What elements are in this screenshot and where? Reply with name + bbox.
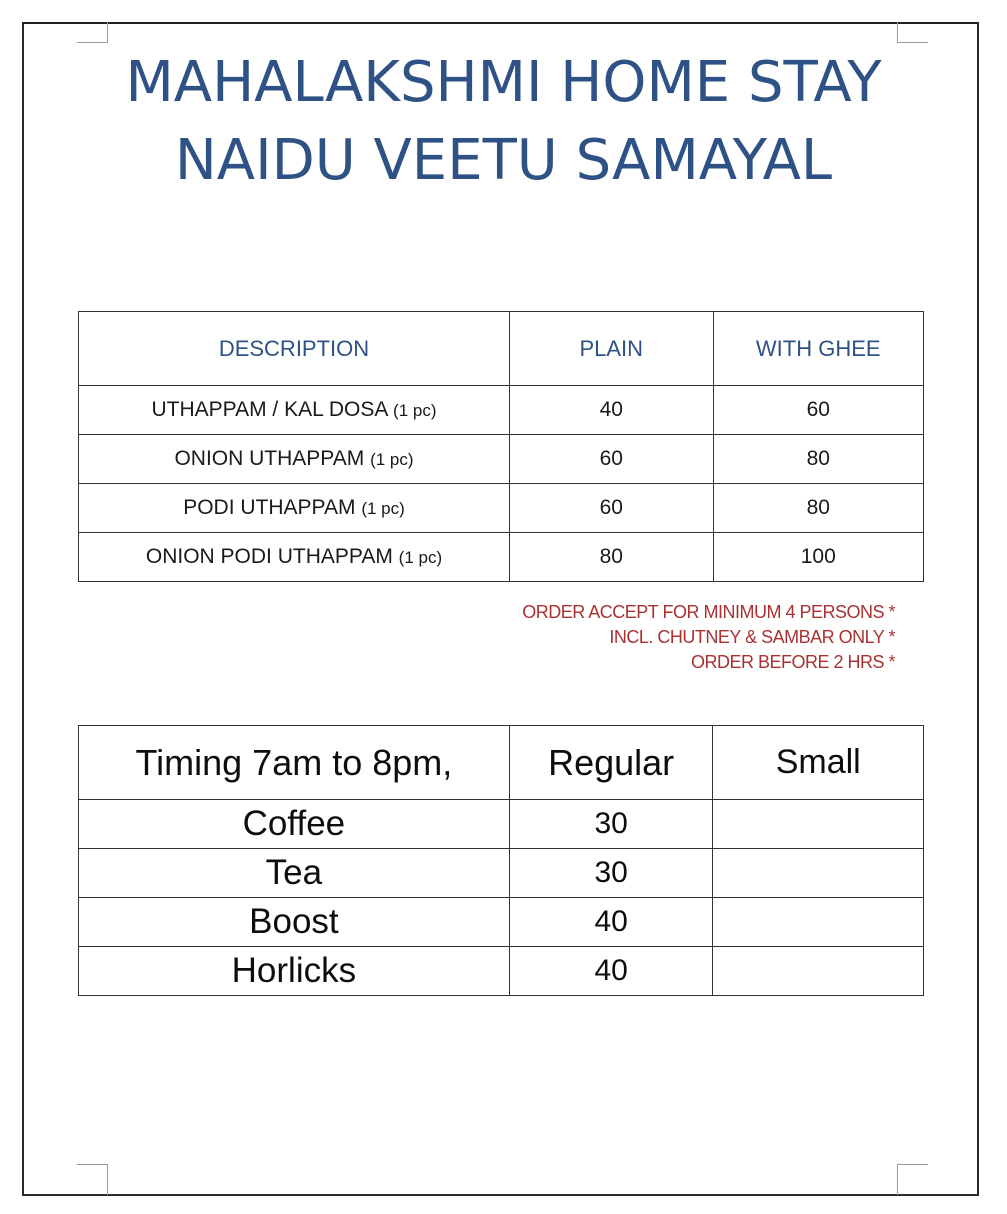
- table-row: [79, 484, 924, 533]
- table-row: [79, 435, 924, 484]
- plain-price: 60: [510, 435, 714, 484]
- small-price: [713, 947, 924, 996]
- title-line-1: MAHALAKSHMI HOME STAY: [125, 50, 882, 115]
- item-name: PODI UTHAPPAM: [183, 496, 356, 519]
- plain-price: 80: [510, 533, 714, 582]
- column-header-with-ghee: WITH GHEE: [713, 312, 924, 386]
- order-notes: [522, 600, 895, 675]
- column-header-regular: Regular: [509, 726, 713, 800]
- table-row: [79, 849, 924, 898]
- item-cell: [79, 435, 510, 484]
- column-header-plain: PLAIN: [510, 312, 714, 386]
- column-header-timing: Timing 7am to 8pm,: [79, 726, 510, 800]
- ghee-price: 80: [713, 484, 924, 533]
- title-line-2: NAIDU VEETU SAMAYAL: [174, 128, 833, 193]
- column-header-small: Small: [713, 726, 924, 800]
- crop-mark-bottom-right: [897, 1164, 928, 1195]
- beverage-name: Coffee: [79, 800, 510, 849]
- plain-price: 40: [510, 386, 714, 435]
- beverage-name: Tea: [79, 849, 510, 898]
- beverage-name: Horlicks: [79, 947, 510, 996]
- regular-price: 30: [509, 849, 713, 898]
- item-qty: (1 pc): [398, 548, 443, 567]
- beverage-price-table: [78, 725, 924, 996]
- crop-mark-top-left: [77, 22, 108, 43]
- column-header-description: DESCRIPTION: [79, 312, 510, 386]
- regular-price: 40: [509, 898, 713, 947]
- note-minimum-persons: ORDER ACCEPT FOR MINIMUM 4 PERSONS *: [522, 602, 895, 622]
- item-qty: (1 pc): [370, 450, 414, 469]
- item-qty: (1 pc): [361, 499, 405, 518]
- small-price: [713, 849, 924, 898]
- table-row: [79, 386, 924, 435]
- note-chutney-sambar: INCL. CHUTNEY & SAMBAR ONLY *: [609, 627, 895, 647]
- menu-price-table: [78, 311, 924, 582]
- item-name: ONION UTHAPPAM: [174, 447, 365, 470]
- regular-price: 30: [509, 800, 713, 849]
- table-row: [79, 533, 924, 582]
- table-header-row: [79, 312, 924, 386]
- small-price: [713, 800, 924, 849]
- item-cell: [79, 484, 510, 533]
- beverage-name: Boost: [79, 898, 510, 947]
- item-cell: [79, 533, 510, 582]
- ghee-price: 60: [713, 386, 924, 435]
- item-name: ONION PODI UTHAPPAM: [145, 545, 393, 568]
- table-header-row: [79, 726, 924, 800]
- ghee-price: 80: [713, 435, 924, 484]
- table-row: [79, 947, 924, 996]
- item-name: UTHAPPAM / KAL DOSA: [151, 398, 388, 421]
- plain-price: 60: [510, 484, 714, 533]
- small-price: [713, 898, 924, 947]
- note-order-before: ORDER BEFORE 2 HRS *: [690, 652, 895, 672]
- regular-price: 40: [509, 947, 713, 996]
- item-qty: (1 pc): [393, 401, 437, 420]
- item-cell: [79, 386, 510, 435]
- crop-mark-top-right: [897, 22, 928, 43]
- table-row: [79, 800, 924, 849]
- table-row: [79, 898, 924, 947]
- crop-mark-bottom-left: [77, 1164, 108, 1195]
- ghee-price: 100: [713, 533, 924, 582]
